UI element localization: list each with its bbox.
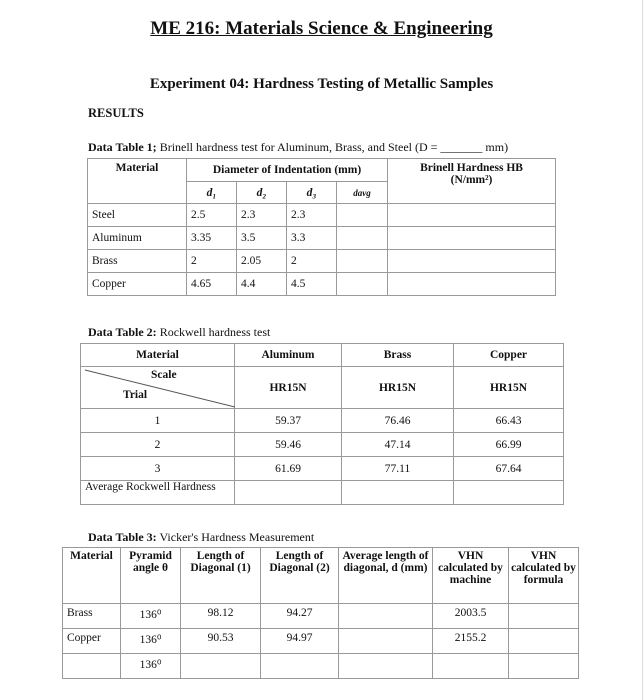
caption-text: Brinell hardness test for Aluminum, Brass, and Steel (D = _______ mm) [156, 140, 509, 154]
cell-d1: 4.65 [187, 273, 237, 296]
header-davg: davg [337, 182, 388, 204]
cell-trial: 3 [81, 457, 235, 481]
cell-davg [337, 250, 388, 273]
header-col: Pyramid angle θ [121, 548, 181, 604]
header-col: VHN calculated by formula [509, 548, 579, 604]
average-cell [454, 481, 564, 505]
cell-value: 67.64 [454, 457, 564, 481]
header-col: Length of Diagonal (1) [181, 548, 261, 604]
rockwell-table [80, 343, 564, 505]
cell [63, 654, 121, 679]
cell-value: 61.69 [235, 457, 342, 481]
average-cell [235, 481, 342, 505]
cell [509, 604, 579, 629]
cell-hb [388, 273, 556, 296]
cell-d1: 3.35 [187, 227, 237, 250]
table-row [63, 629, 579, 654]
cell-material: Aluminum [88, 227, 187, 250]
header-col: Average length of diagonal, d (mm) [339, 548, 433, 604]
trial-label: Trial [123, 389, 148, 401]
cell-material: Steel [88, 204, 187, 227]
cell-hb [388, 204, 556, 227]
cell-d2: 2.3 [237, 204, 287, 227]
hb-label: Brinell Hardness HB [420, 162, 523, 174]
cell: Copper [63, 629, 121, 654]
cell [509, 629, 579, 654]
table1-caption [88, 140, 508, 155]
cell-value: 59.37 [235, 409, 342, 433]
brinell-table [87, 158, 556, 296]
header-material: Material [81, 344, 235, 367]
table-row [88, 227, 556, 250]
cell [261, 654, 339, 679]
cell: 90.53 [181, 629, 261, 654]
caption-text: Rockwell hardness test [156, 325, 271, 339]
cell: 98.12 [181, 604, 261, 629]
table-row [81, 433, 564, 457]
header-col: Material [63, 548, 121, 604]
caption-label: Data Table 3: [88, 530, 157, 544]
hb-unit: (N/mm²) [450, 174, 493, 186]
cell-value: 47.14 [342, 433, 454, 457]
header-d2: d₂ [237, 182, 287, 204]
cell: 94.27 [261, 604, 339, 629]
table2-caption [88, 325, 270, 340]
cell [339, 654, 433, 679]
cell-d3: 4.5 [287, 273, 337, 296]
header-brass: Brass [342, 344, 454, 367]
document-title: ME 216: Materials Science & Engineering [150, 18, 493, 39]
caption-label: Data Table 1; [88, 140, 157, 154]
cell [433, 654, 509, 679]
cell-d1: 2 [187, 250, 237, 273]
cell-d1: 2.5 [187, 204, 237, 227]
cell-d3: 3.3 [287, 227, 337, 250]
cell-value: 59.46 [235, 433, 342, 457]
scale-copper: HR15N [454, 367, 564, 409]
cell-d2: 3.5 [237, 227, 287, 250]
cell-davg [337, 227, 388, 250]
scale-label: Scale [151, 369, 177, 381]
cell: 2003.5 [433, 604, 509, 629]
cell-d2: 2.05 [237, 250, 287, 273]
cell: 2155.2 [433, 629, 509, 654]
cell-davg [337, 204, 388, 227]
header-copper: Copper [454, 344, 564, 367]
cell [339, 629, 433, 654]
cell-trial: 2 [81, 433, 235, 457]
cell-value: 66.43 [454, 409, 564, 433]
table-row [88, 204, 556, 227]
table-row [63, 604, 579, 629]
table-row [88, 273, 556, 296]
caption-label: Data Table 2: [88, 325, 157, 339]
cell-d3: 2 [287, 250, 337, 273]
table-row [63, 654, 579, 679]
caption-text: Vicker's Hardness Measurement [156, 530, 315, 544]
results-heading: RESULTS [88, 106, 144, 120]
scale-brass: HR15N [342, 367, 454, 409]
scale-trial-cell [81, 367, 235, 409]
cell-material: Brass [88, 250, 187, 273]
cell-trial: 1 [81, 409, 235, 433]
cell: 136⁰ [121, 604, 181, 629]
cell: 136⁰ [121, 654, 181, 679]
cell: Brass [63, 604, 121, 629]
header-col: VHN calculated by machine [433, 548, 509, 604]
average-cell [342, 481, 454, 505]
table-row [81, 409, 564, 433]
cell [181, 654, 261, 679]
header-material: Material [88, 159, 187, 204]
header-d3: d₃ [287, 182, 337, 204]
average-label: Average Rockwell Hardness [81, 481, 235, 505]
cell-d2: 4.4 [237, 273, 287, 296]
cell: 94.97 [261, 629, 339, 654]
header-hb [388, 159, 556, 204]
header-col: Length of Diagonal (2) [261, 548, 339, 604]
scale-aluminum: HR15N [235, 367, 342, 409]
header-diameter: Diameter of Indentation (mm) [187, 159, 388, 182]
cell-davg [337, 273, 388, 296]
table3-caption [88, 530, 314, 545]
vickers-table [62, 547, 579, 679]
table-row [81, 457, 564, 481]
header-aluminum: Aluminum [235, 344, 342, 367]
cell-material: Copper [88, 273, 187, 296]
cell-d3: 2.3 [287, 204, 337, 227]
cell: 136⁰ [121, 629, 181, 654]
cell [509, 654, 579, 679]
experiment-title: Experiment 04: Hardness Testing of Metallic Samples [149, 76, 494, 92]
header-d1: d₁ [187, 182, 237, 204]
cell-value: 66.99 [454, 433, 564, 457]
cell-value: 76.46 [342, 409, 454, 433]
cell [339, 604, 433, 629]
cell-value: 77.11 [342, 457, 454, 481]
cell-hb [388, 250, 556, 273]
table-row [88, 250, 556, 273]
cell-hb [388, 227, 556, 250]
